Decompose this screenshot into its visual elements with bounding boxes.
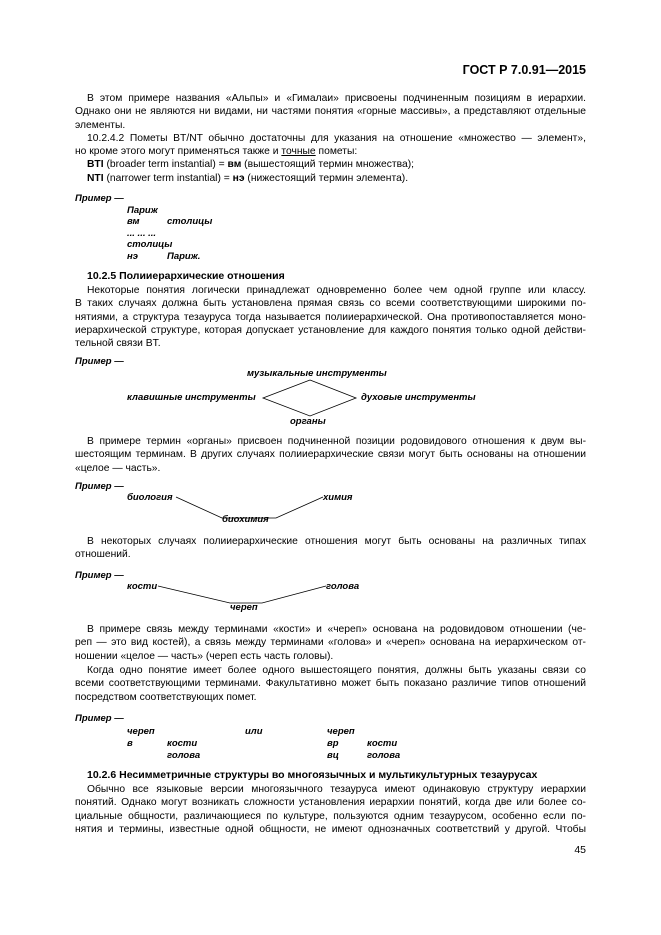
text-line: В этом примере названия «Альпы» и «Гималаи» присвоены подчиненным позициям в иерархии. — [87, 93, 586, 104]
text-line: нятиями, а структура тезауруса тогда называется полииерархической. Она противопоставляется моно- — [75, 311, 586, 323]
page-number: 45 — [574, 844, 586, 856]
text-line: Однако они не являются ни видами, ни частями понятия «горные массивы», а представляют отдельные — [75, 106, 586, 118]
text-line: «целое — часть». — [75, 462, 161, 474]
diagram-node-bottom: органы — [290, 416, 326, 427]
text-line: всеми соответствующими терминами. Факультативно может быть показано различие типов отношений — [75, 678, 586, 690]
example-term: череп — [127, 726, 155, 737]
example-label: Пример — — [75, 193, 124, 204]
underlined-word: точные — [281, 146, 316, 158]
diagram-node-left: кости — [127, 581, 158, 592]
example-mark: вц — [327, 750, 339, 761]
text-line: В примере термин «органы» присвоен подчиненной позиции родовидового отношения к двум вы- — [87, 436, 586, 447]
text-line: 10.2.4.2 Пометы BT/NT обычно достаточны для указания на отношение «множество — элемент», — [87, 133, 586, 144]
paragraph-6 — [75, 623, 586, 663]
example-term: голова — [367, 750, 401, 761]
text-line: понятий. Однако могут возникать сложности установления иерархии понятий, когда две или более со- — [75, 797, 586, 809]
bti-desc: (broader term instantial) = — [103, 159, 228, 170]
example-term: столицы — [127, 239, 173, 250]
example-mark: вр — [327, 738, 339, 749]
text-line: В примере связь между терминами «кости» и «череп» основана на родовидовом отношении (че- — [87, 624, 586, 635]
diagram-node-bottom: биохимия — [222, 514, 269, 525]
document-header: ГОСТ Р 7.0.91—2015 — [462, 63, 586, 77]
example-label: Пример — — [75, 481, 124, 492]
text-line: тельной связи BT. — [75, 338, 161, 350]
nti-code: NTI — [87, 173, 104, 184]
text-line: иерархической структуре, которая допускает установление для каждого понятия только одной действи- — [75, 324, 586, 336]
diagram-node-left: клавишные инструменты — [127, 392, 256, 403]
example-term: кости — [367, 738, 398, 749]
nti-mark: нэ — [232, 173, 245, 184]
diagram-node-left: биология — [127, 492, 173, 503]
diagram-node-right: голова — [326, 581, 360, 592]
nti-tail: (нижестоящий термин элемента). — [244, 173, 409, 184]
text-line: элементы. — [75, 119, 126, 131]
example-mark: вм — [127, 216, 140, 227]
text-line: циальные общности, различающиеся по культуре, пользуются одним тезаурусом, особенно если по- — [75, 810, 586, 822]
example-term: голова — [167, 750, 201, 761]
section-heading-10-2-5: 10.2.5 Полииерархические отношения — [87, 270, 285, 282]
text-fragment: но кроме этого могут применяться также и — [75, 146, 282, 158]
example-mark: нэ — [127, 251, 138, 262]
text-line: ношении «целое — часть» (череп есть часть головы). — [75, 650, 334, 662]
example-ellipsis: ... ... ... — [127, 228, 157, 239]
diagram-node-bottom: череп — [230, 602, 258, 613]
text-line: отношений. — [75, 549, 131, 561]
example-term: Париж — [127, 205, 158, 216]
paragraph-7 — [75, 664, 586, 704]
text-line: Когда одно понятие имеет более одного вышестоящего понятия, должны быть указаны связи со — [87, 665, 586, 676]
text-line: В некоторых случаях полииерархические отношения могут быть основаны на различных типах — [87, 536, 586, 547]
bti-code: BTI — [87, 159, 104, 170]
text-line: нятия и термины, известные одной общности, не имеют однозначных соответствий у другой. Чтобы — [75, 823, 586, 835]
diagram-node-right: духовые инструменты — [361, 392, 476, 403]
text-line: реп — это вид костей), а связь между терминами «голова» и «череп» основана на иерархическом от- — [75, 637, 586, 649]
section-heading-10-2-6: 10.2.6 Несимметричные структуры во многоязычных и мультикультурных тезаурусах — [87, 769, 538, 781]
text-line: Обычно все языковые версии многоязычного тезауруса имеют одинаковую структуру иерархии — [87, 784, 586, 795]
text-line: Некоторые понятия логически принадлежат одновременно более чем одной группе или классу. — [87, 285, 586, 296]
bti-tail: (вышестоящий термин множества); — [241, 159, 415, 170]
example-label: Пример — — [75, 570, 124, 581]
v2-connector — [158, 586, 326, 603]
example-label: Пример — — [75, 356, 124, 367]
text-line: В таких случаях должна быть установлена прямая связь со всеми соответствующими широкими по- — [75, 298, 586, 310]
nti-desc: (narrower term instantial) = — [103, 173, 233, 184]
bti-mark: вм — [227, 159, 242, 170]
text-fragment: пометы: — [315, 146, 358, 158]
example-term: череп — [327, 726, 355, 737]
example-term: Париж. — [167, 251, 201, 262]
diagram-node-right: химия — [323, 492, 353, 503]
example-label: Пример — — [75, 713, 124, 724]
example-mark: в — [127, 738, 133, 749]
text-line: шестоящим терминам. В других случаях полииерархические связи могут быть основаны на отношении — [75, 449, 586, 461]
example-term: кости — [167, 738, 198, 749]
paragraph-8 — [75, 783, 586, 836]
text-line: посредством соответствующих помет. — [75, 691, 257, 703]
diagram-node-top: музыкальные инструменты — [247, 368, 387, 379]
example-term: столицы — [167, 216, 213, 227]
example-or: или — [245, 726, 263, 737]
